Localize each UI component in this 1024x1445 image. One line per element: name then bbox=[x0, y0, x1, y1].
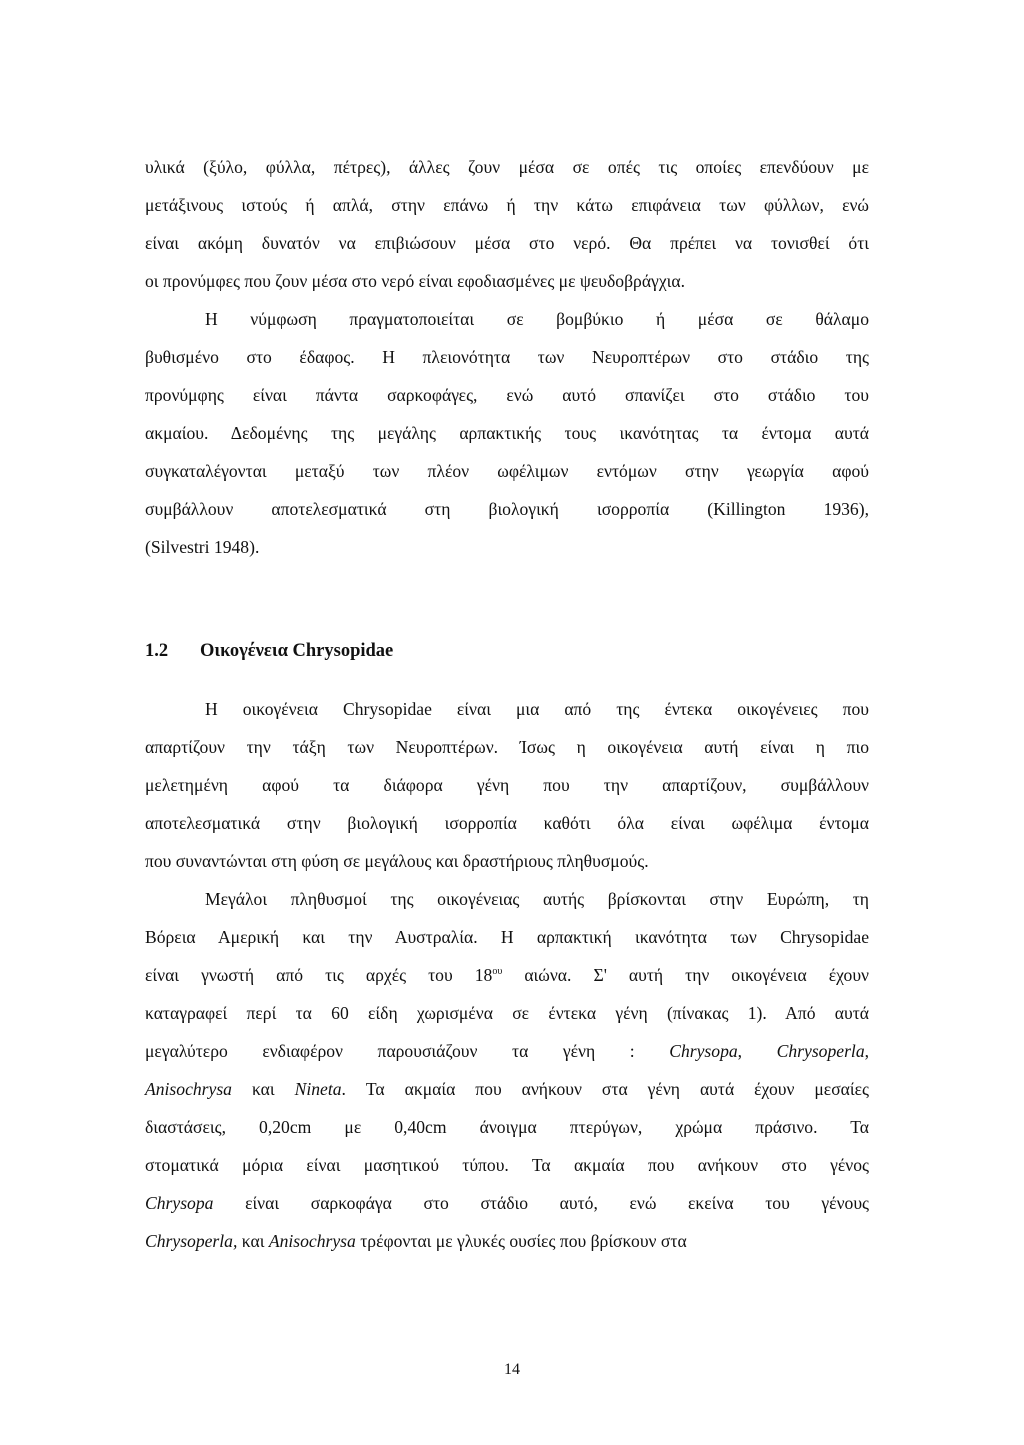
text-run: , bbox=[864, 1041, 870, 1061]
text-line: (Silvestri 1948). bbox=[145, 537, 260, 557]
genus-name: Chrysoperla bbox=[776, 1041, 865, 1061]
genus-name: Anisochrysa bbox=[268, 1231, 356, 1251]
document-page bbox=[145, 148, 869, 1260]
text-line: είναι ακόμη δυνατόν να επιβιώσουν μέσα στο νερό. Θα πρέπει να τονισθεί ότι bbox=[145, 233, 869, 253]
text-line: καταγραφεί περί τα 60 είδη χωρισμένα σε έντεκα γένη (πίνακας 1). Από αυτά bbox=[145, 1003, 869, 1023]
text-run: μεγαλύτερο ενδιαφέρον παρουσιάζουν τα γένη : bbox=[145, 1041, 670, 1061]
text-line: οι προνύμφες που ζουν μέσα στο νερό είναι εφοδιασμένες με ψευδοβράγχια. bbox=[145, 271, 685, 291]
paragraph-3 bbox=[145, 690, 869, 880]
text-line: ακμαίου. Δεδομένης της μεγάλης αρπακτικής τους ικανότητας τα έντομα αυτά bbox=[145, 423, 869, 443]
page-number: 14 bbox=[504, 1361, 520, 1378]
genus-name: Chrysopa bbox=[669, 1041, 738, 1061]
genus-name: Anisochrysa bbox=[145, 1079, 232, 1099]
text-run: είναι γνωστή από τις αρχές του 18 bbox=[145, 965, 493, 985]
spacer bbox=[145, 670, 869, 690]
genus-name: Chrysopa bbox=[145, 1193, 214, 1213]
text-line: διαστάσεις, 0,20cm με 0,40cm άνοιγμα πτερύγων, χρώμα πράσινο. Τα bbox=[145, 1117, 869, 1137]
text-line: αποτελεσματικά στην βιολογική ισορροπία καθότι όλα είναι ωφέλιμα έντομα bbox=[145, 813, 869, 833]
genus-name: Chrysoperla, bbox=[145, 1231, 238, 1251]
text-line bbox=[145, 1222, 869, 1260]
text-line: Βόρεια Αμερική και την Αυστραλία. Η αρπακτική ικανότητα των Chrysopidae bbox=[145, 927, 869, 947]
text-run: και bbox=[237, 1231, 269, 1251]
spacer bbox=[145, 566, 869, 632]
text-run: και bbox=[231, 1079, 295, 1099]
section-heading bbox=[145, 632, 869, 670]
section-title: Οικογένεια Chrysopidae bbox=[200, 641, 394, 661]
text-line: βυθισμένο στο έδαφος. Η πλειονότητα των Νευροπτέρων στο στάδιο της bbox=[145, 347, 869, 367]
text-line: στοματικά μόρια είναι μασητικού τύπου. Τα ακμαία που ανήκουν στο γένος bbox=[145, 1155, 869, 1175]
paragraph-1 bbox=[145, 148, 869, 300]
text-line: συγκαταλέγονται μεταξύ των πλέον ωφέλιμων εντόμων στην γεωργία αφού bbox=[145, 461, 869, 481]
text-line bbox=[145, 1070, 869, 1108]
text-line: Μεγάλοι πληθυσμοί της οικογένειας αυτής βρίσκονται στην Ευρώπη, τη bbox=[205, 889, 869, 909]
section-number: 1.2 bbox=[145, 641, 169, 661]
text-run: αιώνα. Σ' αυτή την οικογένεια έχουν bbox=[502, 965, 869, 985]
text-line: απαρτίζουν την τάξη των Νευροπτέρων. Ίσως η οικογένεια αυτή είναι η πιο bbox=[145, 737, 869, 757]
genus-name: Nineta bbox=[294, 1079, 342, 1099]
text-run: είναι σαρκοφάγα στο στάδιο αυτό, ενώ εκείνα του γένους bbox=[213, 1193, 869, 1213]
superscript: ου bbox=[492, 966, 503, 977]
text-line: συμβάλλουν αποτελεσματικά στη βιολογική ισορροπία (Killington 1936), bbox=[145, 499, 869, 519]
text-run: . Τα ακμαία που ανήκουν στα γένη αυτά έχουν μεσαίες bbox=[341, 1079, 869, 1099]
text-line: προνύμφης είναι πάντα σαρκοφάγες, ενώ αυτό σπανίζει στο στάδιο του bbox=[145, 385, 869, 405]
paragraph-4 bbox=[145, 880, 869, 1260]
text-line: Η οικογένεια Chrysopidae είναι μια από της έντεκα οικογένειες που bbox=[205, 699, 869, 719]
text-line bbox=[145, 956, 869, 994]
text-run: , bbox=[737, 1041, 777, 1061]
text-line: που συναντώνται στη φύση σε μεγάλους και δραστήριους πληθυσμούς. bbox=[145, 851, 649, 871]
text-line: μετάξινους ιστούς ή απλά, στην επάνω ή την κάτω επιφάνεια των φύλλων, ενώ bbox=[145, 195, 869, 215]
text-run: τρέφονται με γλυκές ουσίες που βρίσκουν στα bbox=[355, 1231, 687, 1251]
text-line: Η νύμφωση πραγματοποιείται σε βομβύκιο ή μέσα σε θάλαμο bbox=[205, 309, 869, 329]
text-line bbox=[145, 1184, 869, 1222]
text-line: υλικά (ξύλο, φύλλα, πέτρες), άλλες ζουν μέσα σε οπές τις οποίες επενδύουν με bbox=[145, 157, 869, 177]
text-line bbox=[145, 1032, 869, 1070]
paragraph-2 bbox=[145, 300, 869, 566]
text-line: μελετημένη αφού τα διάφορα γένη που την απαρτίζουν, συμβάλλουν bbox=[145, 775, 869, 795]
